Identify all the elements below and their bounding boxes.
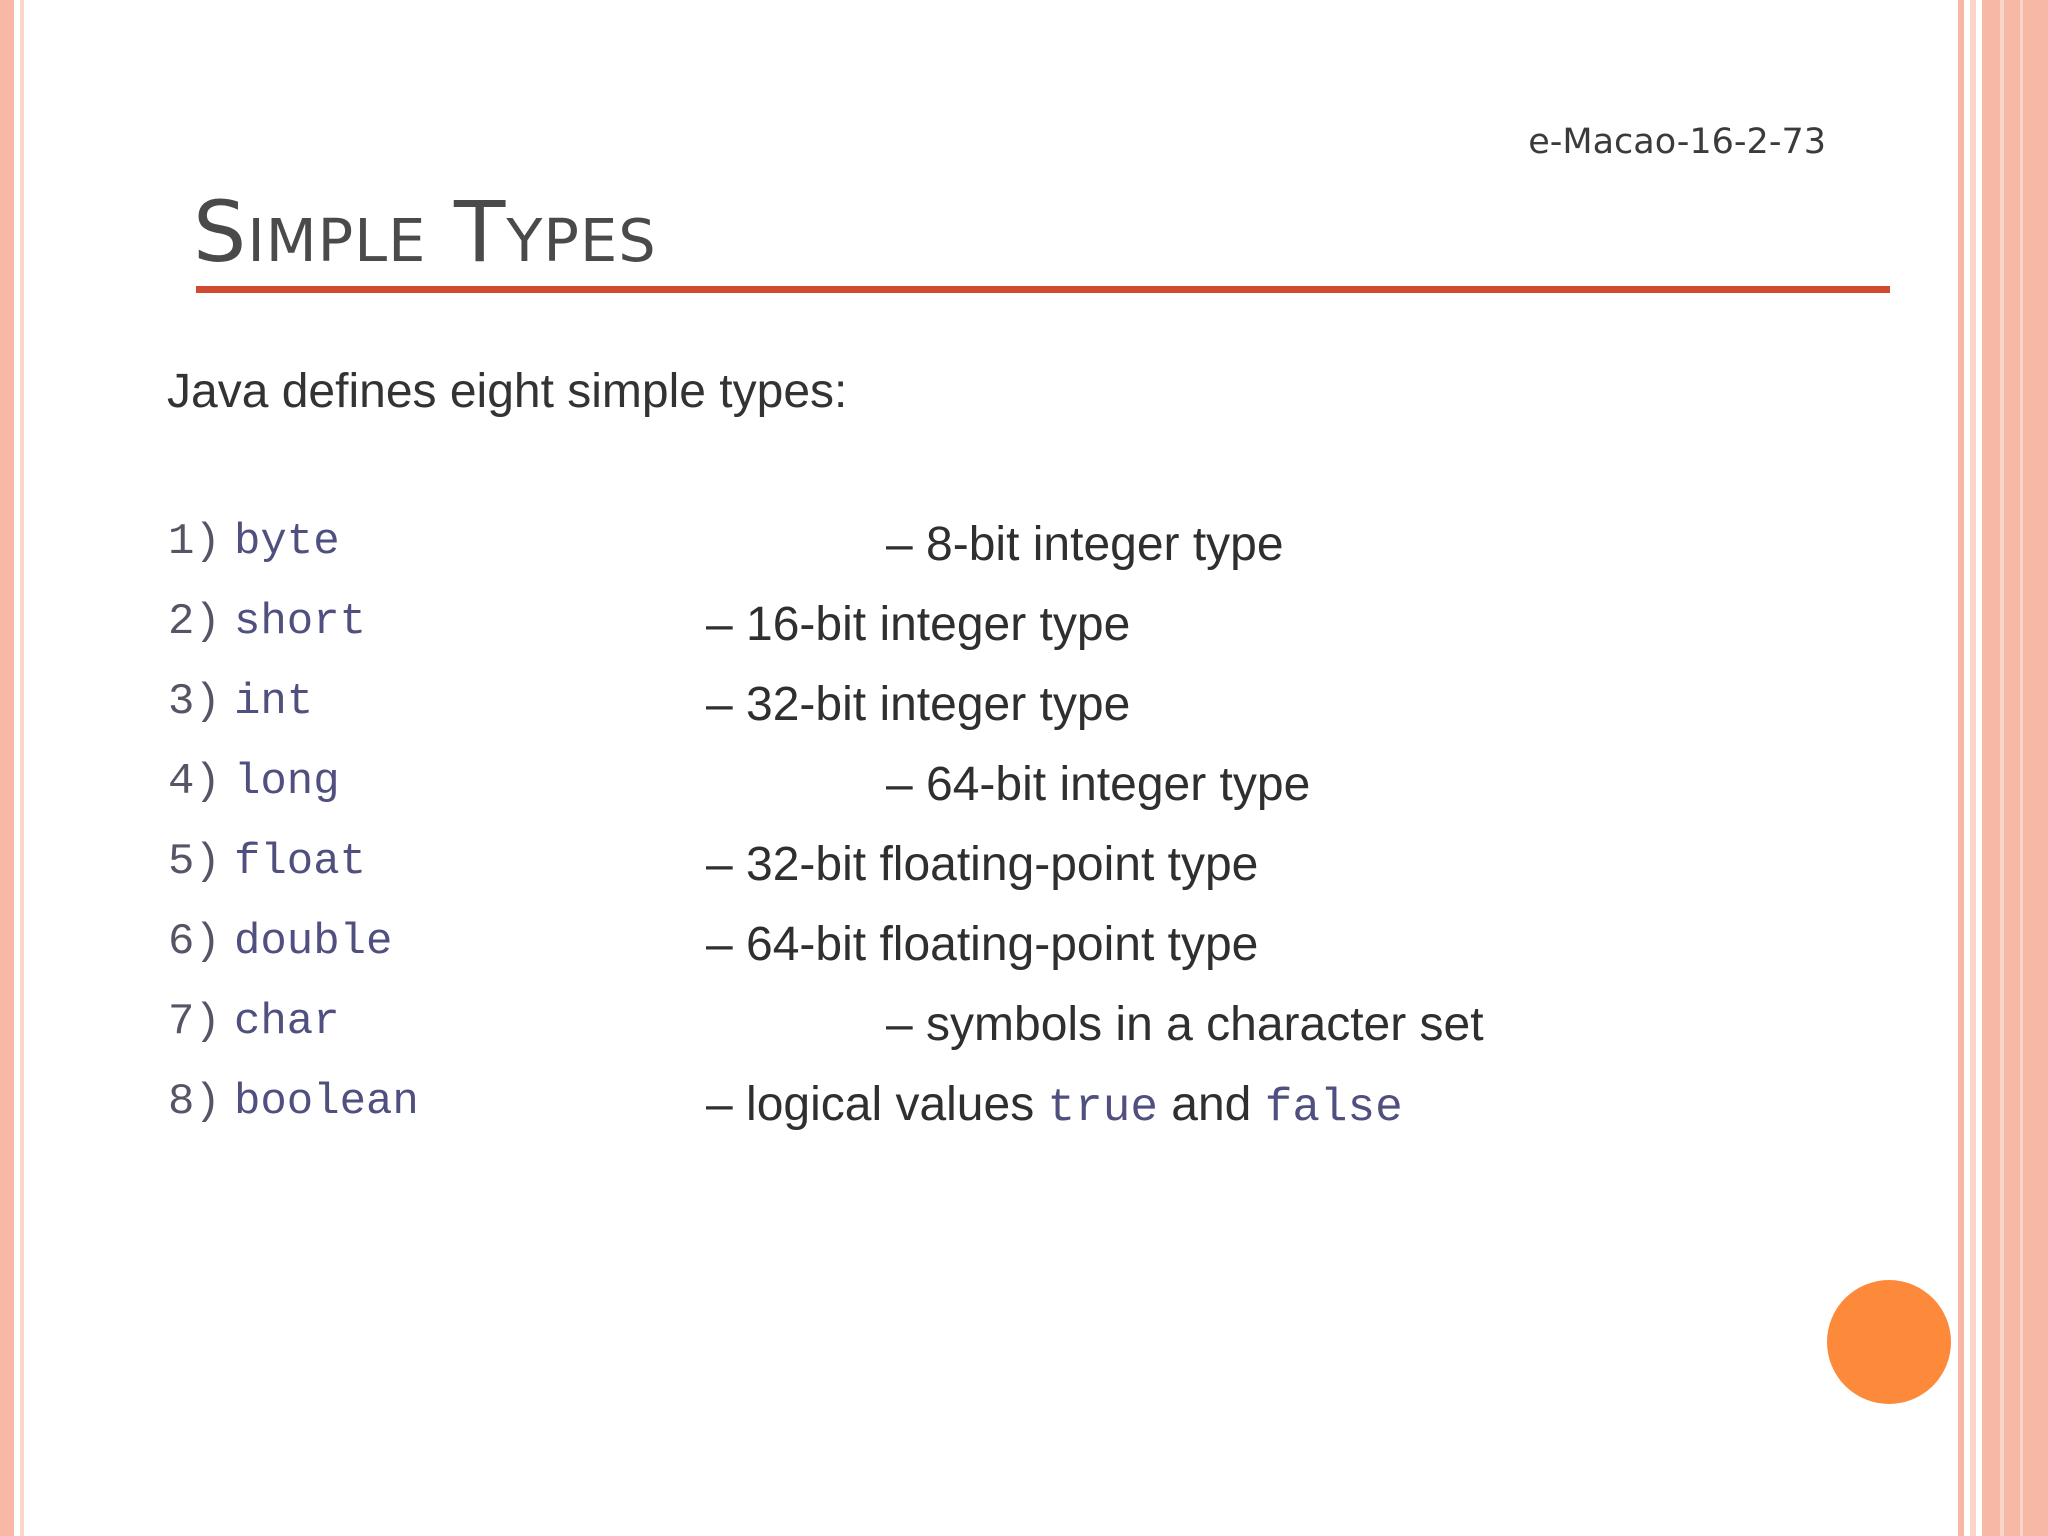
item-number: 8) bbox=[168, 1077, 221, 1127]
right-border-stripe-1 bbox=[1958, 0, 1964, 1536]
type-keyword: long bbox=[234, 757, 340, 807]
item-number: 6) bbox=[168, 917, 221, 967]
right-border-band-stripe bbox=[2000, 0, 2004, 1536]
right-border-stripe-2 bbox=[1970, 0, 1976, 1536]
type-keyword: double bbox=[234, 917, 393, 967]
item-number: 5) bbox=[168, 837, 221, 887]
intro-text: Java defines eight simple types: bbox=[167, 365, 848, 418]
desc-and: and bbox=[1157, 1078, 1265, 1131]
item-number: 3) bbox=[168, 677, 221, 727]
type-keyword: float bbox=[234, 837, 367, 887]
type-keyword: byte bbox=[234, 517, 340, 567]
type-description: – 32-bit integer type bbox=[706, 678, 1131, 731]
code-false: false bbox=[1264, 1082, 1403, 1134]
title-underline bbox=[196, 286, 1890, 293]
type-description: – 16-bit integer type bbox=[706, 598, 1131, 651]
type-description bbox=[706, 1077, 1403, 1134]
type-keyword: char bbox=[234, 997, 340, 1047]
desc-prefix: – logical values bbox=[706, 1078, 1048, 1131]
slide-title: Simple Types bbox=[193, 183, 657, 281]
right-border-band-stripe-2 bbox=[2020, 0, 2023, 1536]
type-description: – 64-bit floating-point type bbox=[706, 918, 1259, 971]
type-keyword: int bbox=[234, 677, 314, 727]
item-number: 4) bbox=[168, 757, 221, 807]
left-border-stripe bbox=[20, 0, 24, 1536]
type-description: – 64-bit integer type bbox=[886, 758, 1311, 811]
type-description: – symbols in a character set bbox=[886, 998, 1484, 1051]
item-number: 2) bbox=[168, 597, 221, 647]
item-number: 7) bbox=[168, 997, 221, 1047]
slide-id-label: e-Macao-16-2-73 bbox=[1528, 122, 1826, 162]
type-keyword: boolean bbox=[234, 1077, 419, 1127]
orange-circle-decoration bbox=[1827, 1280, 1951, 1404]
item-number: 1) bbox=[168, 517, 221, 567]
code-true: true bbox=[1047, 1082, 1158, 1134]
type-description: – 8-bit integer type bbox=[886, 518, 1284, 571]
type-description: – 32-bit floating-point type bbox=[706, 838, 1259, 891]
right-border-band bbox=[1982, 0, 2048, 1536]
type-keyword: short bbox=[234, 597, 367, 647]
left-border-decoration bbox=[0, 0, 14, 1536]
